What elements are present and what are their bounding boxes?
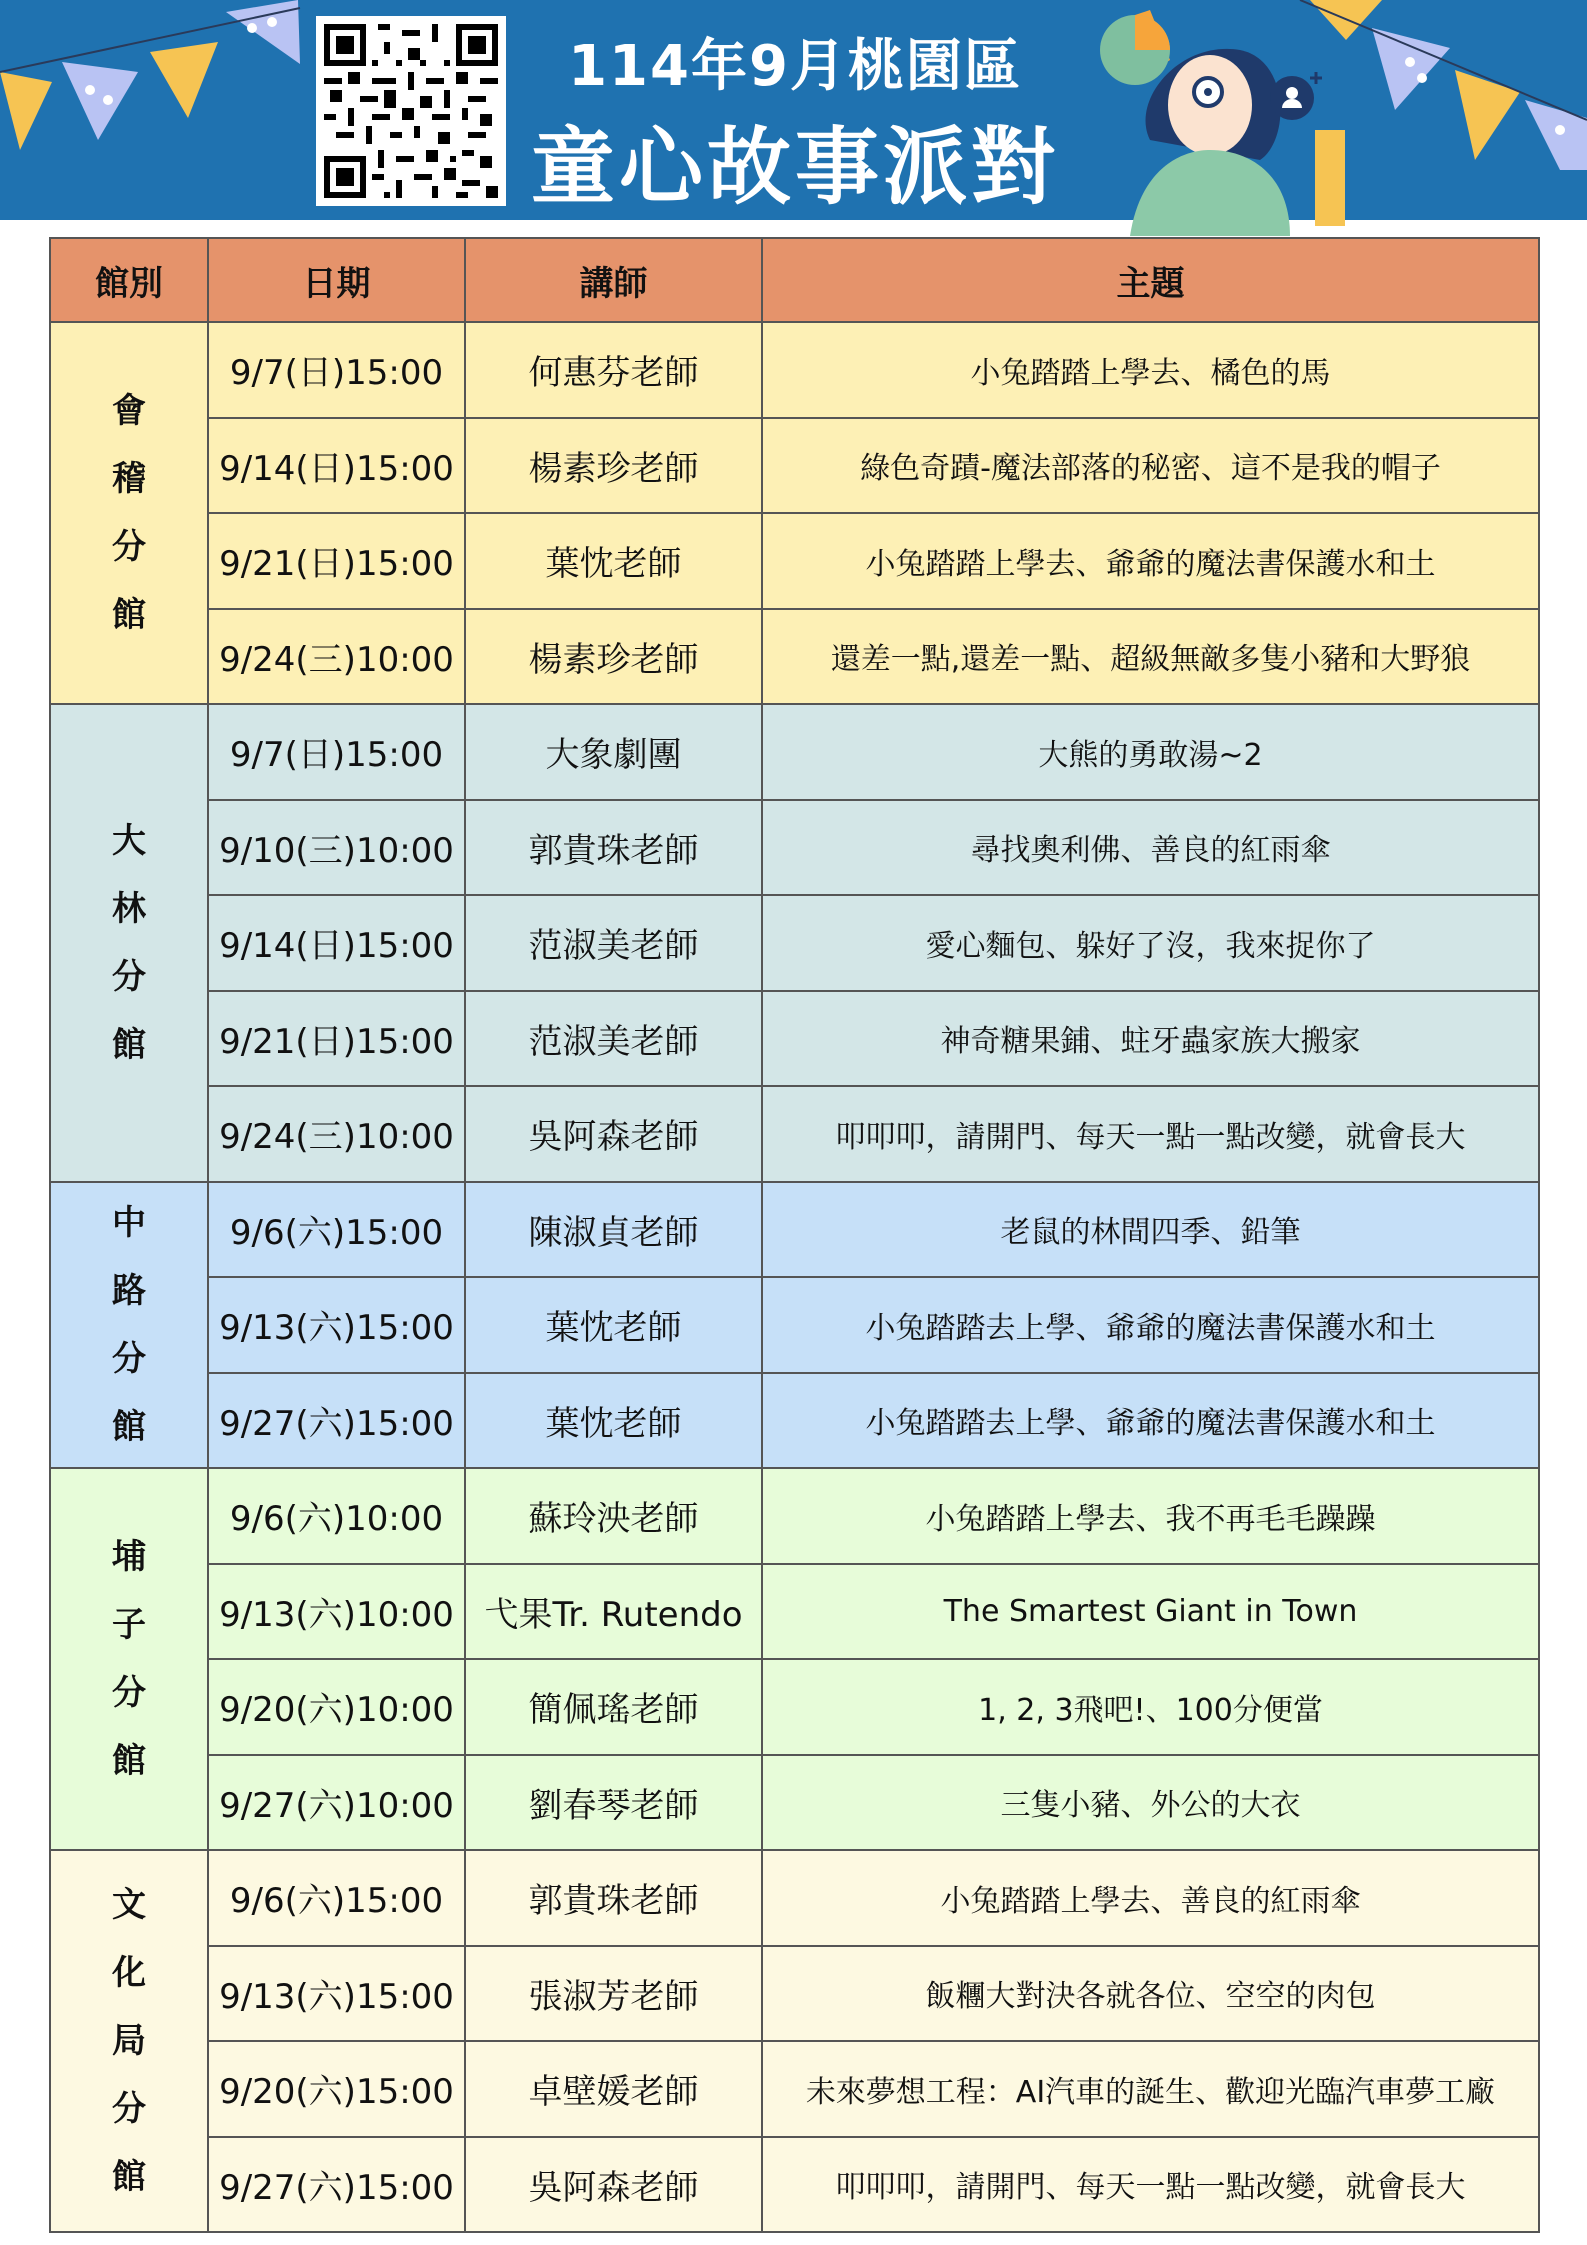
date-cell: 9/6(六)10:00 <box>208 1468 465 1564</box>
schedule-table <box>49 237 1540 2233</box>
branch-cell <box>50 322 208 704</box>
branch-cell <box>50 1182 208 1469</box>
topic-cell: 神奇糖果鋪、蛀牙蟲家族大搬家 <box>762 991 1539 1087</box>
table-row <box>50 609 1539 705</box>
branch-char: 埔 <box>112 1537 146 1577</box>
table-row <box>50 1373 1539 1469</box>
branch-char: 館 <box>112 595 146 635</box>
branch-char: 化 <box>112 1953 146 1993</box>
topic-cell: 小兔踏踏去上學、爺爺的魔法書保護水和土 <box>762 1277 1539 1373</box>
branch-char: 館 <box>112 1024 146 1065</box>
date-cell: 9/24(三)10:00 <box>208 1086 465 1182</box>
topic-cell: 小兔踏踏上學去、爺爺的魔法書保護水和土 <box>762 513 1539 609</box>
table-row <box>50 2041 1539 2137</box>
teacher-cell: 楊素珍老師 <box>465 418 762 514</box>
table-row <box>50 1755 1539 1851</box>
date-cell: 9/24(三)10:00 <box>208 609 465 705</box>
topic-cell: 老鼠的林間四季、鉛筆 <box>762 1182 1539 1278</box>
branch-char: 稽 <box>112 459 146 499</box>
topic-cell: 飯糰大對決各就各位、空空的肉包 <box>762 1946 1539 2042</box>
branch-cell <box>50 1468 208 1850</box>
table-row <box>50 1659 1539 1755</box>
table-row <box>50 1277 1539 1373</box>
teacher-cell: 吳阿森老師 <box>465 1086 762 1182</box>
date-cell: 9/14(日)15:00 <box>208 418 465 514</box>
title-line-1: 114年9月桃園區 <box>568 34 1022 99</box>
table-row <box>50 513 1539 609</box>
teacher-cell: 范淑美老師 <box>465 895 762 991</box>
branch-char: 館 <box>112 2157 146 2197</box>
header-teacher: 講師 <box>465 238 762 322</box>
date-cell: 9/27(六)15:00 <box>208 2137 465 2233</box>
date-cell: 9/21(日)15:00 <box>208 991 465 1087</box>
table-header-row <box>50 238 1539 322</box>
header-topic: 主題 <box>762 238 1539 322</box>
branch-char: 分 <box>112 1338 146 1379</box>
topic-cell: 1, 2, 3飛吧!、100分便當 <box>762 1659 1539 1755</box>
date-cell: 9/21(日)15:00 <box>208 513 465 609</box>
topic-cell: 叩叩叩，請開門、每天一點一點改變，就會長大 <box>762 1086 1539 1182</box>
topic-cell: 愛心麵包、躲好了沒，我來捉你了 <box>762 895 1539 991</box>
branch-char: 館 <box>112 1406 146 1447</box>
date-cell: 9/14(日)15:00 <box>208 895 465 991</box>
branch-char: 館 <box>112 1741 146 1781</box>
date-cell: 9/13(六)15:00 <box>208 1277 465 1373</box>
table-row <box>50 991 1539 1087</box>
qr-code[interactable] <box>316 16 506 206</box>
topic-cell: 尋找奧利佛、善良的紅雨傘 <box>762 800 1539 896</box>
topic-cell: 小兔踏踏上學去、我不再毛毛躁躁 <box>762 1468 1539 1564</box>
teacher-cell: 大象劇團 <box>465 704 762 800</box>
topic-cell: 叩叩叩，請開門、每天一點一點改變，就會長大 <box>762 2137 1539 2233</box>
teacher-cell: 郭貴珠老師 <box>465 1850 762 1946</box>
teacher-cell: 何惠芬老師 <box>465 322 762 418</box>
date-cell: 9/10(三)10:00 <box>208 800 465 896</box>
teacher-cell: 張淑芳老師 <box>465 1946 762 2042</box>
table-row <box>50 1564 1539 1660</box>
branch-char: 文 <box>112 1885 146 1925</box>
header-date: 日期 <box>208 238 465 322</box>
table-row <box>50 800 1539 896</box>
teacher-cell: 陳淑貞老師 <box>465 1182 762 1278</box>
branch-char: 分 <box>112 1673 146 1713</box>
teacher-cell: 楊素珍老師 <box>465 609 762 705</box>
date-cell: 9/6(六)15:00 <box>208 1850 465 1946</box>
date-cell: 9/20(六)15:00 <box>208 2041 465 2137</box>
date-cell: 9/20(六)10:00 <box>208 1659 465 1755</box>
table-row <box>50 704 1539 800</box>
branch-char: 分 <box>112 956 146 997</box>
table-row <box>50 322 1539 418</box>
topic-cell: 還差一點,還差一點、超級無敵多隻小豬和大野狼 <box>762 609 1539 705</box>
teacher-cell: 蘇玲泱老師 <box>465 1468 762 1564</box>
branch-char: 大 <box>112 820 146 861</box>
branch-char: 子 <box>112 1605 146 1645</box>
topic-cell: The Smartest Giant in Town <box>762 1564 1539 1660</box>
date-cell: 9/13(六)15:00 <box>208 1946 465 2042</box>
date-cell: 9/7(日)15:00 <box>208 322 465 418</box>
teacher-cell: 簡佩瑤老師 <box>465 1659 762 1755</box>
date-cell: 9/27(六)15:00 <box>208 1373 465 1469</box>
table-row <box>50 1468 1539 1564</box>
topic-cell: 小兔踏踏上學去、橘色的馬 <box>762 322 1539 418</box>
table-row <box>50 418 1539 514</box>
qr-code-icon <box>324 24 498 198</box>
branch-char: 會 <box>112 391 146 431</box>
table-row <box>50 1086 1539 1182</box>
branch-cell <box>50 1850 208 2232</box>
header-branch: 館別 <box>50 238 208 322</box>
teacher-cell: 范淑美老師 <box>465 991 762 1087</box>
teacher-cell: 弋果Tr. Rutendo <box>465 1564 762 1660</box>
table-row <box>50 2137 1539 2233</box>
date-cell: 9/27(六)10:00 <box>208 1755 465 1851</box>
reading-girl-illustration <box>1090 0 1360 236</box>
table-row <box>50 1182 1539 1278</box>
date-cell: 9/13(六)10:00 <box>208 1564 465 1660</box>
title-line-2: 童心故事派對 <box>530 118 1059 216</box>
teacher-cell: 卓壁媛老師 <box>465 2041 762 2137</box>
teacher-cell: 吳阿森老師 <box>465 2137 762 2233</box>
topic-cell: 小兔踏踏上學去、善良的紅雨傘 <box>762 1850 1539 1946</box>
branch-char: 中 <box>112 1202 146 1243</box>
date-cell: 9/6(六)15:00 <box>208 1182 465 1278</box>
branch-char: 林 <box>112 888 146 929</box>
branch-char: 局 <box>112 2021 146 2061</box>
table-row <box>50 1850 1539 1946</box>
topic-cell: 未來夢想工程：AI汽車的誕生、歡迎光臨汽車夢工廠 <box>762 2041 1539 2137</box>
branch-cell <box>50 704 208 1182</box>
table-row <box>50 895 1539 991</box>
topic-cell: 大熊的勇敢湯~2 <box>762 704 1539 800</box>
teacher-cell: 葉忱老師 <box>465 1277 762 1373</box>
topic-cell: 綠色奇蹟-魔法部落的秘密、這不是我的帽子 <box>762 418 1539 514</box>
topic-cell: 小兔踏踏去上學、爺爺的魔法書保護水和土 <box>762 1373 1539 1469</box>
teacher-cell: 葉忱老師 <box>465 1373 762 1469</box>
teacher-cell: 郭貴珠老師 <box>465 800 762 896</box>
table-row <box>50 1946 1539 2042</box>
branch-char: 分 <box>112 527 146 567</box>
topic-cell: 三隻小豬、外公的大衣 <box>762 1755 1539 1851</box>
branch-char: 路 <box>112 1270 146 1311</box>
branch-char: 分 <box>112 2089 146 2129</box>
teacher-cell: 劉春琴老師 <box>465 1755 762 1851</box>
date-cell: 9/7(日)15:00 <box>208 704 465 800</box>
teacher-cell: 葉忱老師 <box>465 513 762 609</box>
